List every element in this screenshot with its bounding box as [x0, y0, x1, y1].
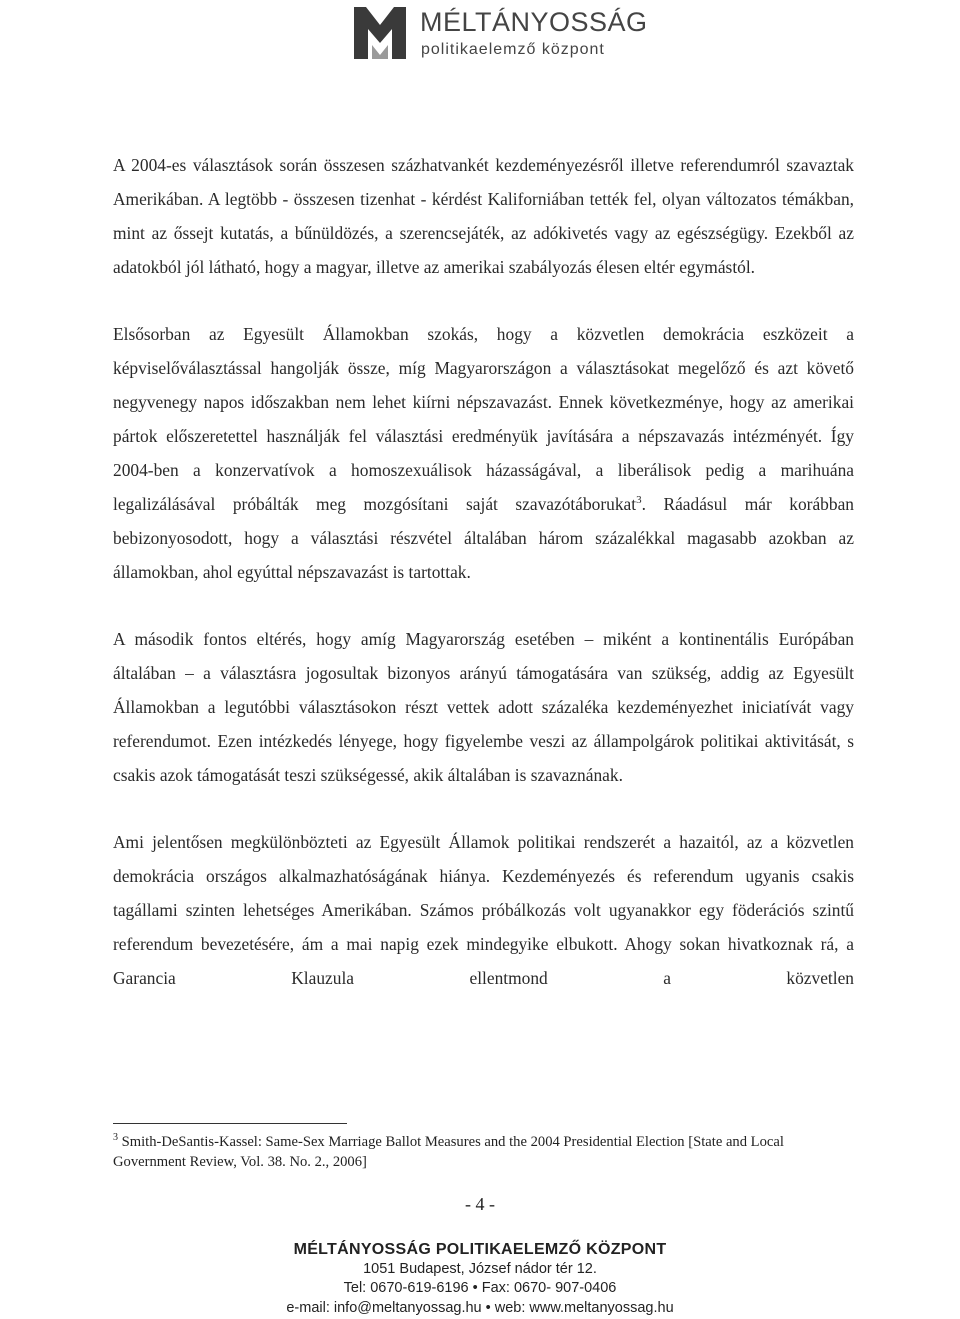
footnote-reference[interactable]: 3: [636, 494, 642, 507]
footer-phone: Tel: 0670-619-6196 • Fax: 0670- 907-0406: [343, 1280, 617, 1296]
document-body: [113, 148, 854, 995]
footer-org-name: MÉLTÁNYOSSÁG POLITIKAELEMZŐ KÖZPONT: [293, 1241, 667, 1258]
page-footer: [0, 1240, 960, 1318]
page-number: - 4 -: [465, 1194, 495, 1214]
paragraph-2-part-1: Elsősorban az Egyesült Államokban szokás, hogy a közvetlen demokrácia eszközeit a képviselőválasztással hangolják össze, míg Magyarországon a választásokat megelőző és azt követő negyvenegy napos időszakban nem lehet kiírni népszavazást. Ennek következménye, hogy az amerikai pártok előszeretettel használják fel választási eredményük javítására a népszavazás intézményét. Így 2004-ben a konzervatívok a homoszexuálisok házasságával, a liberálisok pedig a marihuána legalizálásával próbálták meg mozgósítani saját szavazótáborukat: [113, 324, 854, 514]
logo-subtitle: politikaelemző központ: [421, 41, 605, 58]
footer-contact: e-mail: info@meltanyossag.hu • web: www.meltanyossag.hu: [286, 1299, 674, 1316]
logo-m-icon: [352, 5, 408, 61]
paragraph-2-part-2: . Ráadásul már korábban bebizonyosodott, hogy a választási részvétel általában három százalékkal magasabb azokban az államokban, ahol egyúttal népszavazást is tartottak.: [113, 494, 854, 582]
footnote: [113, 1132, 853, 1172]
paragraph-4: Ami jelentősen megkülönbözteti az Egyesült Államok politikai rendszerét a hazaitól, az a közvetlen demokrácia országos alkalmazhatóságának hiánya. Kezdeményezés és referendum ugyanis csakis tagállami szinten lehetséges Amerikában. Számos próbálkozás volt ugyanakkor egy föderációs szintű referendum bevezetésére, ám a mai napig ezek mindegyike elbukott. Ahogy sokan hivatkoznak rá, a Garancia Klauzula ellentmond a közvetlen: [113, 832, 854, 988]
footnote-divider: [113, 1123, 347, 1124]
paragraph-1: A 2004-es választások során összesen százhatvankét kezdeményezésről illetve referendumról szavaztak Amerikában. A legtöbb - összesen tizenhat - kérdést Kaliforniában tették fel, olyan változatos témákban, mint az őssejt kutatás, a bűnüldözés, a szerencsejáték, az adókivetés vagy az egészségügy. Ezekből az adatokból jól látható, hogy a magyar, illetve az amerikai szabályozás élesen eltér egymástól.: [113, 155, 854, 277]
header-logo: [352, 5, 652, 65]
paragraph-3: A második fontos eltérés, hogy amíg Magyarország esetében – miként a kontinentális Európában általában – a választásra jogosultak bizonyos arányú támogatására van szükség, addig az Egyesült Államokban a legutóbbi választásokon részt vettek adott százaléka kezdeményezhet iniciatívát vagy referendumot. Ezen intézkedés lényege, hogy figyelembe veszi az állampolgárok politikai aktivitását, s csakis azok támogatását teszi szükségessé, akik általában is szavaznának.: [113, 629, 854, 785]
footnote-number: 3: [113, 1132, 118, 1144]
logo-title: MÉLTÁNYOSSÁG: [420, 7, 648, 37]
paragraph-2: [113, 317, 854, 589]
footer-address: 1051 Budapest, József nádor tér 12.: [363, 1260, 597, 1277]
footnote-text: Smith-DeSantis-Kassel: Same-Sex Marriage Ballot Measures and the 2004 Presidential Election [State and Local Government Review, Vol. 38. No. 2., 2006]: [113, 1134, 784, 1170]
